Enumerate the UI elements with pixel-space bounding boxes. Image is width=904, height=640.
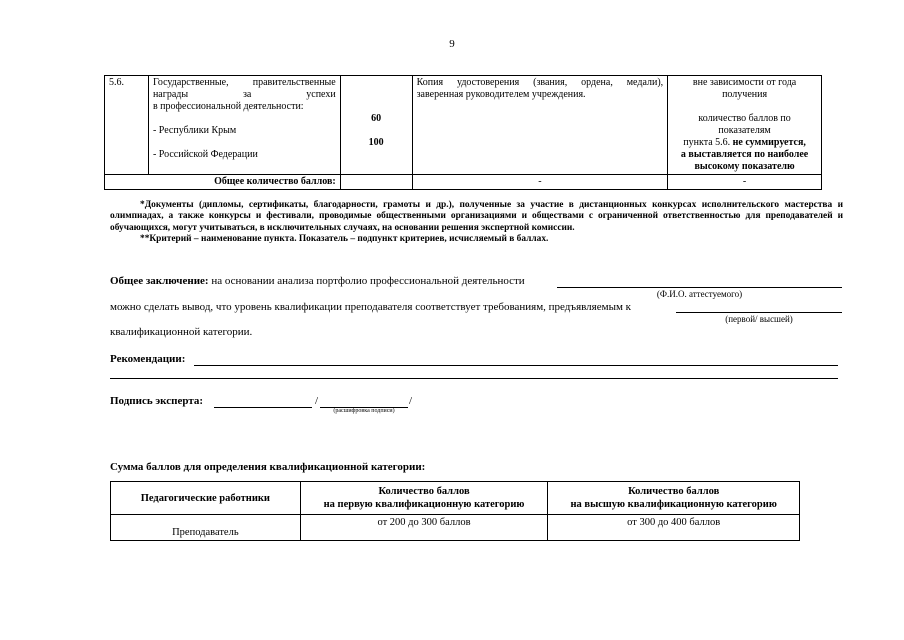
criterion-line: награды за успехи [152,89,336,100]
score-value: 100 [368,137,384,148]
total-note: - [668,175,822,190]
header-cell: Педагогические работники [111,482,301,515]
signature-slash-1: / [315,395,319,407]
criterion-line: Государственные, правительственные [152,77,336,88]
signature-hint: (расшифровка подписи) [333,408,395,414]
recommendations-field-2[interactable] [110,378,838,379]
footnotes [110,200,843,245]
table-row [111,515,800,541]
recommendations-field[interactable] [194,365,838,366]
criterion-line: в профессиональной деятельности: [152,101,304,112]
category-field[interactable] [676,312,842,313]
table-cell: Преподаватель [111,515,301,541]
table-row [105,76,822,175]
conclusion-text-2: можно сделать вывод, что уровень квалификации преподавателя соответствует требованиям, предъявляемым к [110,301,632,313]
row-number: 5.6. [105,76,149,175]
total-score [340,175,412,190]
category-hint: (первой/ высшей) [725,314,793,324]
signature-label: Подпись эксперта: [110,395,204,407]
footnote-2: **Критерий – наименование пункта. Показатель – подпункт критериев, исчисляемый в баллах. [140,233,549,244]
criteria-table [104,75,822,190]
header-cell: Количество баллов на высшую квалификационную категорию [548,482,800,515]
category-table [110,481,800,541]
fio-field[interactable] [557,287,842,288]
header-cell: Количество баллов на первую квалификационную категорию [300,482,548,515]
sum-title: Сумма баллов для определения квалификационной категории: [110,461,426,473]
fio-hint: (Ф.И.О. аттестуемого) [656,289,743,299]
score-value: 60 [371,113,382,124]
conclusion-line-1 [110,275,844,287]
signature-field[interactable] [214,407,312,408]
recommendations-label: Рекомендации: [110,353,186,365]
score-cell [340,76,412,175]
total-evidence: - [412,175,668,190]
table-header-row [111,482,800,515]
conclusion-label: Общее заключение: [110,275,209,287]
conclusion-text: на основании анализа портфолио профессиональной деятельности [211,275,525,287]
criterion-cell [148,76,340,175]
conclusion-text-3: квалификационной категории. [110,326,253,338]
page-number: 9 [449,38,455,50]
table-row [105,175,822,190]
table-cell: от 300 до 400 баллов [548,515,800,541]
total-label: Общее количество баллов: [105,175,341,190]
criterion-item: - Российской Федерации [152,149,258,160]
footnote-1: *Документы (дипломы, сертификаты, благодарности, грамоты и др.), полученные за участие в дистанционных конкурсах исполнительского мастерства и олимпиадах, а также конкурсы и фестивали, проводимые общественными организациями и обществами с ограниченной ответственностью для преподавателей и обучающихся, могут учитываться, в исключительных случаях, на основании решения экспертной комиссии. [110,200,843,233]
evidence-cell: Копия удостоверения (звания, ордена, медали), заверенная руководителем учреждения. [412,76,668,175]
signature-slash-2: / [409,395,413,407]
table-cell: от 200 до 300 баллов [300,515,548,541]
criterion-item: - Республики Крым [152,125,237,136]
note-cell: вне зависимости от года получения количество баллов по показателям пункта 5.6. не суммируется, а выставляется по наиболее высокому показателю [668,76,822,175]
